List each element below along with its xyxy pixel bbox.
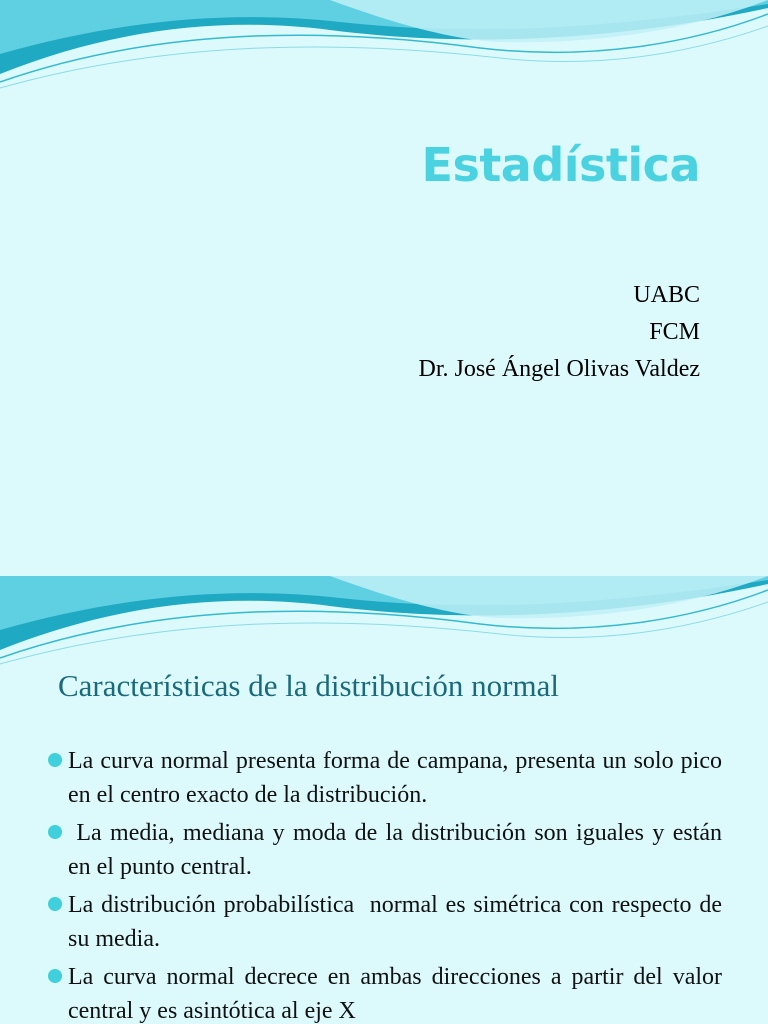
bullet-text: La curva normal presenta forma de campana, presenta un solo pico en el centro exacto de la distribución. xyxy=(68,748,722,808)
bullet-dot-icon xyxy=(48,825,62,839)
bullet-dot-icon xyxy=(48,897,62,911)
bullet-item xyxy=(46,960,722,1024)
bullet-item xyxy=(46,744,722,812)
bullet-text: La media, mediana y moda de la distribución son iguales y están en el punto central. xyxy=(68,820,729,880)
bullet-item xyxy=(46,888,728,956)
subtitle-line-author: Dr. José Ángel Olivas Valdez xyxy=(418,356,700,382)
presentation-title: Estadística xyxy=(421,138,700,192)
bullet-dot-icon xyxy=(48,969,62,983)
bullet-list xyxy=(46,744,729,1024)
bullet-text: La distribución probabilística normal es simétrica con respecto de su media. xyxy=(68,892,728,952)
bullet-item xyxy=(46,816,729,884)
bullet-dot-icon xyxy=(48,753,62,767)
subtitle-line-university: UABC xyxy=(633,282,700,308)
content-slide xyxy=(0,576,768,1024)
subtitle-block xyxy=(418,277,700,388)
bullet-text: La curva normal decrece en ambas direcciones a partir del valor central y es asintótica al eje X xyxy=(68,964,722,1024)
subtitle-line-faculty: FCM xyxy=(649,319,700,345)
wave-banner-decoration xyxy=(0,0,768,90)
slide-title: Características de la distribución normal xyxy=(58,668,559,703)
wave-banner-decoration xyxy=(0,576,768,666)
